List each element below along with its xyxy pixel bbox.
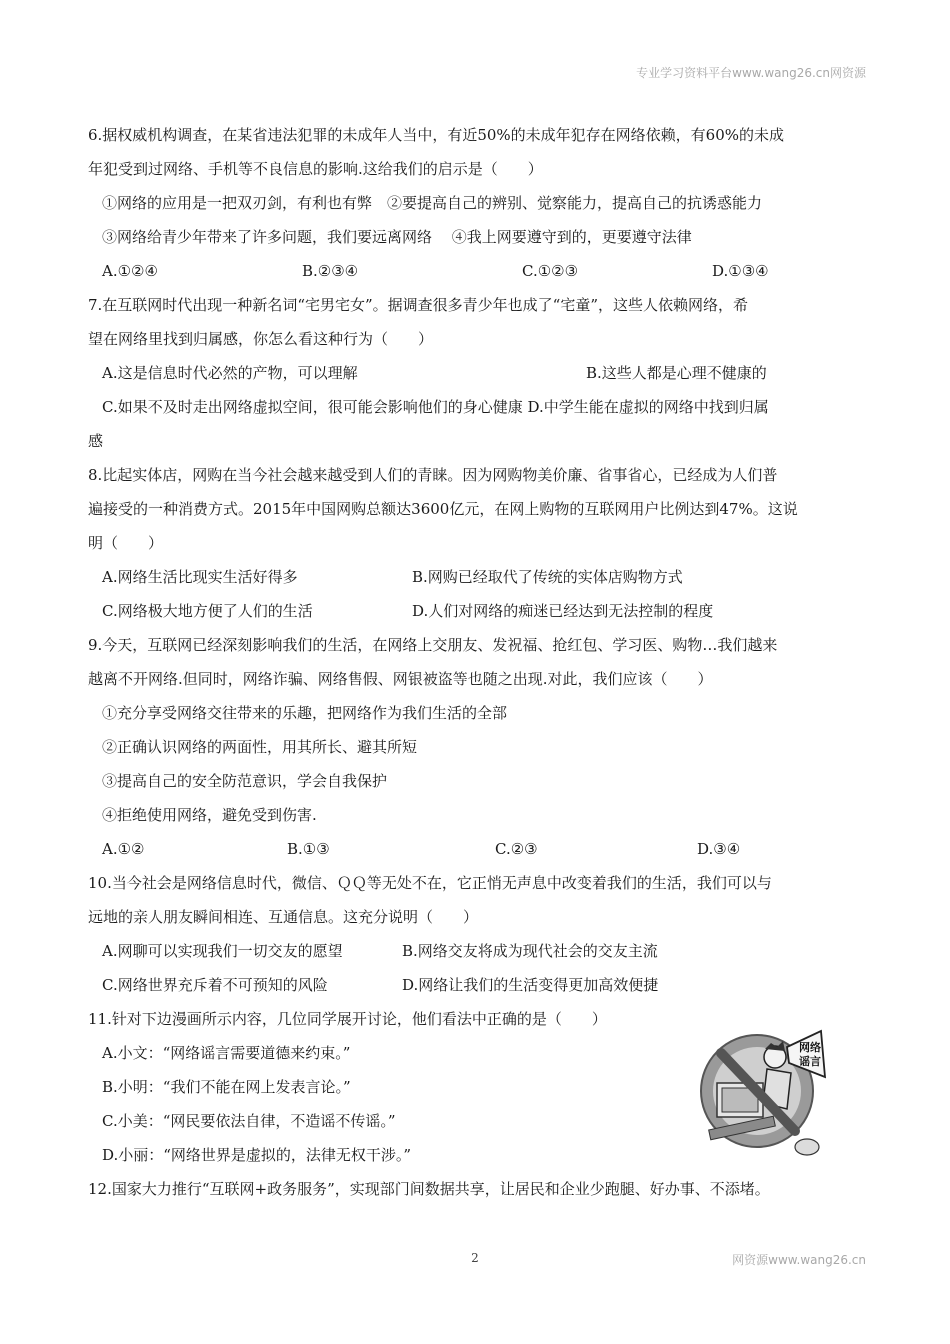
q11-stem: 11.针对下边漫画所示内容，几位同学展开讨论，他们看法中正确的是（ ） — [88, 1010, 607, 1028]
q8-options-ab — [88, 560, 868, 594]
q10-option-b: B.网络交友将成为现代社会的交友主流 — [402, 942, 658, 960]
q9-item-1: ①充分享受网络交往带来的乐趣，把网络作为我们生活的全部 — [102, 704, 508, 722]
q8-options-cd — [88, 594, 868, 628]
q9-item-4: ④拒绝使用网络，避免受到伤害. — [102, 806, 317, 824]
q9-option-d: D.③④ — [697, 840, 741, 858]
q12-stem: 12.国家大力推行“互联网+政务服务”，实现部门间数据共享，让居民和企业少跑腿、好办事、不添堵。 — [88, 1180, 770, 1198]
q9-option-a: A.①② — [102, 840, 145, 858]
q10-stem-line1: 10.当今社会是网络信息时代，微信、ＱＱ等无处不在，它正悄无声息中改变着我们的生活，我们可以与 — [88, 874, 772, 892]
q8-option-a: A.网络生活比现实生活好得多 — [102, 568, 298, 586]
q7-option-continuation: 感 — [88, 432, 104, 450]
q6-options — [88, 254, 868, 288]
q11-option-d: D.小丽：“网络世界是虚拟的，法律无权干涉。” — [102, 1146, 412, 1164]
q6-option-d: D.①③④ — [712, 262, 769, 280]
q6-item-line2: ③网络给青少年带来了许多问题，我们要远离网络 ④我上网要遵守到的，更要遵守法律 — [102, 228, 692, 246]
q9-stem-line2: 越离不开网络.但同时，网络诈骗、网络售假、网银被盗等也随之出现.对此，我们应该（ ） — [88, 670, 713, 688]
q9-options — [88, 832, 868, 866]
q10-option-a: A.网聊可以实现我们一切交友的愿望 — [102, 942, 343, 960]
q8-option-b: B.网购已经取代了传统的实体店购物方式 — [412, 568, 683, 586]
page-header-watermark: 专业学习资料平台www.wang26.cn网资源 — [636, 66, 866, 80]
q6-stem-line2: 年犯受到过网络、手机等不良信息的影响.这给我们的启示是（ ） — [88, 160, 543, 178]
q9-option-b: B.①③ — [287, 840, 330, 858]
q10-option-c: C.网络世界充斥着不可预知的风险 — [102, 976, 328, 994]
q9-stem-line1: 9.今天，互联网已经深刻影响我们的生活，在网络上交朋友、发祝福、抢红包、学习医、购物…我们越来 — [88, 636, 778, 654]
q8-stem-line1: 8.比起实体店，网购在当今社会越来越受到人们的青睐。因为网购物美价廉、省事省心，已经成为人们普 — [88, 466, 778, 484]
q8-stem-line3: 明（ ） — [88, 534, 164, 552]
page-number: 2 — [471, 1251, 479, 1265]
q9-item-2: ②正确认识网络的两面性，用其所长、避其所短 — [102, 738, 418, 756]
q7-option-cd: C.如果不及时走出网络虚拟空间，很可能会影响他们的身心健康 D.中学生能在虚拟的网络中找到归属 — [102, 398, 769, 416]
q8-option-c: C.网络极大地方便了人们的生活 — [102, 602, 313, 620]
q7-stem-line2: 望在网络里找到归属感，你怎么看这种行为（ ） — [88, 330, 434, 348]
q6-option-c: C.①②③ — [522, 262, 579, 280]
q11-option-a: A.小文：“网络谣言需要道德来约束。” — [102, 1044, 351, 1062]
q9-item-3: ③提高自己的安全防范意识，学会自我保护 — [102, 772, 388, 790]
q7-options-ab — [88, 356, 868, 390]
q10-stem-line2: 远地的亲人朋友瞬间相连、互通信息。这充分说明（ ） — [88, 908, 479, 926]
cartoon-label-line1: 网络 — [799, 1041, 821, 1054]
q10-options-cd — [88, 968, 868, 1002]
q8-option-d: D.人们对网络的痴迷已经达到无法控制的程度 — [412, 602, 714, 620]
q11-option-b: B.小明：“我们不能在网上发表言论。” — [102, 1078, 351, 1096]
q11-option-c: C.小美：“网民要依法自律，不造谣不传谣。” — [102, 1112, 396, 1130]
q6-stem-line1: 6.据权威机构调查，在某省违法犯罪的未成年人当中，有近50%的未成年犯存在网络依赖，有60%的未成 — [88, 126, 784, 144]
q10-options-ab — [88, 934, 868, 968]
page-footer-watermark: 网资源www.wang26.cn — [732, 1253, 866, 1267]
q7-option-b: B.这些人都是心理不健康的 — [586, 364, 767, 382]
q7-option-a: A.这是信息时代必然的产物，可以理解 — [102, 364, 358, 382]
q8-stem-line2: 遍接受的一种消费方式。2015年中国网购总额达3600亿元，在网上购物的互联网用户比例达到47%。这说 — [88, 500, 798, 518]
q10-option-d: D.网络让我们的生活变得更加高效便捷 — [402, 976, 659, 994]
q6-option-a: A.①②④ — [102, 262, 158, 280]
q6-item-line1: ①网络的应用是一把双刃剑，有利也有弊 ②要提高自己的辨别、觉察能力，提高自己的抗诱惑能力 — [102, 194, 763, 212]
q7-stem-line1: 7.在互联网时代出现一种新名词“宅男宅女”。据调查很多青少年也成了“宅童”，这些人依赖网络，希 — [88, 296, 748, 314]
q6-option-b: B.②③④ — [302, 262, 359, 280]
anti-rumor-cartoon — [695, 1025, 840, 1165]
cartoon-label-line2: 谣言 — [799, 1055, 821, 1068]
q9-option-c: C.②③ — [495, 840, 538, 858]
